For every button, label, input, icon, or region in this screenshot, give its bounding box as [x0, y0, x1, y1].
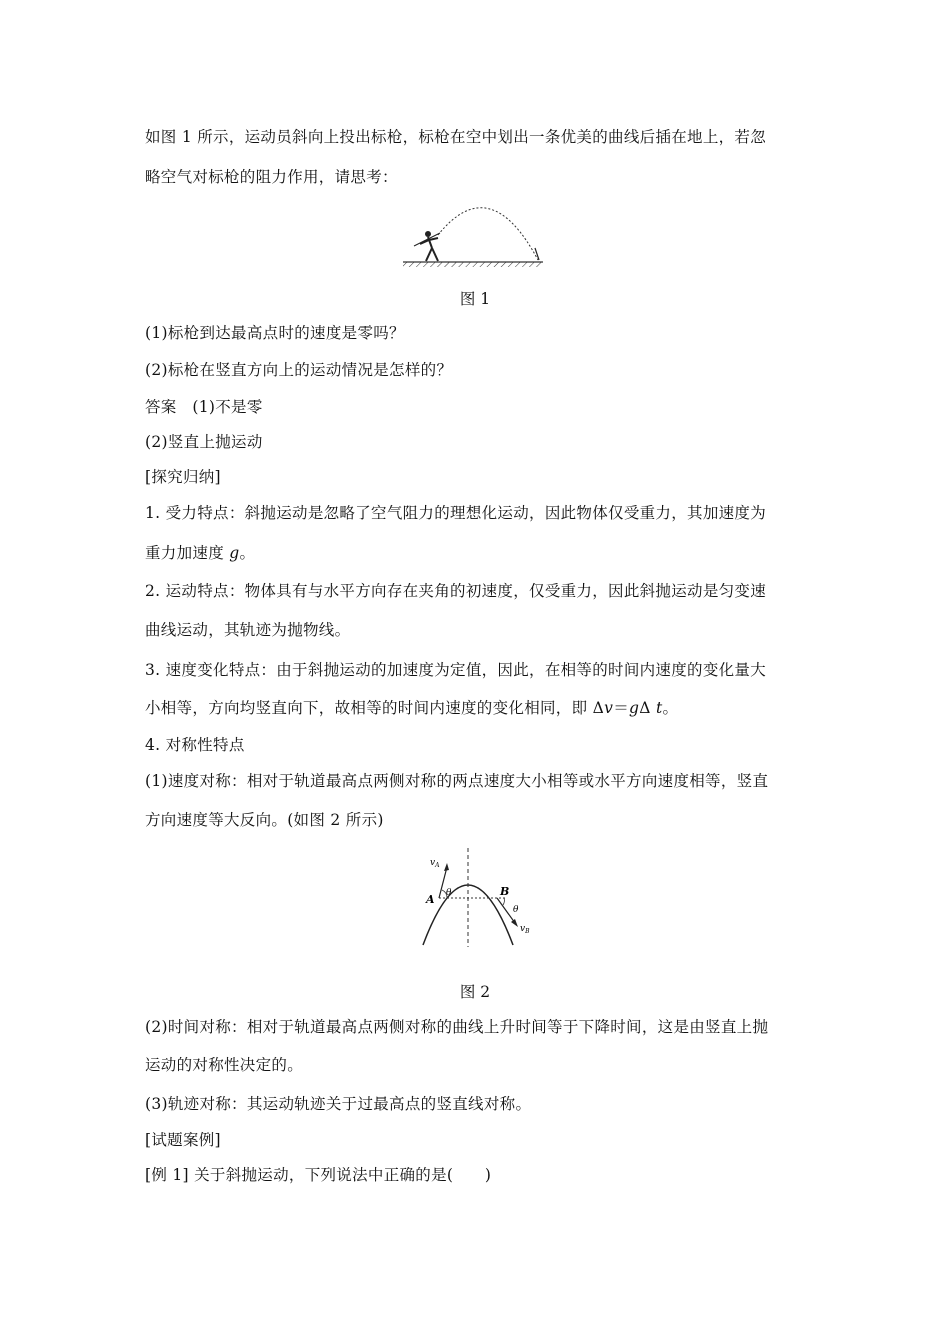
label-theta-right: θ	[513, 905, 519, 915]
label-B: B	[500, 885, 510, 898]
trajectory-curve	[438, 208, 538, 260]
answer-1: 答案 (1)不是零	[145, 398, 263, 416]
point-1-line-2: 重力加速度 g。	[145, 544, 256, 562]
point-4-2-line-2: 运动的对称性决定的。	[145, 1056, 304, 1074]
point-4-1-line-2: 方向速度等大反向。(如图 2 所示)	[145, 811, 384, 829]
point-2-line-2: 曲线运动，其轨迹为抛物线。	[145, 621, 351, 639]
arrowhead-A	[444, 863, 449, 871]
label-A: A	[426, 893, 435, 906]
section-heading-explore: [探究归纳]	[145, 468, 221, 486]
point-3-line-1: 3. 速度变化特点：由于斜抛运动的加速度为定值，因此，在相等的时间内速度的变化量大	[145, 661, 767, 679]
example-1-question: [例 1] 关于斜抛运动，下列说法中正确的是( )	[145, 1166, 492, 1184]
point-4-1-line-1: (1)速度对称：相对于轨道最高点两侧对称的两点速度大小相等或水平方向速度相等，竖直	[145, 772, 769, 790]
point-4-heading: 4. 对称性特点	[145, 736, 245, 754]
answer-2: (2)竖直上抛运动	[145, 433, 263, 451]
label-theta-left: θ	[446, 888, 452, 898]
point-1-line-1: 1. 受力特点：斜抛运动是忽略了空气阻力的理想化运动，因此物体仅受重力，其加速度为	[145, 504, 767, 522]
point-3-line-2: 小相等，方向均竖直向下，故相等的时间内速度的变化相同，即 Δv＝gΔ t。	[145, 699, 679, 717]
ground-hatch	[403, 262, 543, 267]
label-vA: $v_A$	[430, 858, 440, 869]
point-4-3: (3)轨迹对称：其运动轨迹关于过最高点的竖直线对称。	[145, 1095, 532, 1113]
section-heading-cases: [试题案例]	[145, 1131, 221, 1149]
question-1: (1)标枪到达最高点时的速度是零吗？	[145, 324, 405, 342]
figure-1-caption: 图 1	[459, 290, 491, 308]
figure-2-parabola-velocities	[418, 845, 548, 950]
point-4-2-line-1: (2)时间对称：相对于轨道最高点两侧对称的曲线上升时间等于下降时间，这是由竖直上抛	[145, 1018, 769, 1036]
point-2-line-1: 2. 运动特点：物体具有与水平方向存在夹角的初速度，仅受重力，因此斜抛运动是匀变速	[145, 582, 767, 600]
landed-javelin	[535, 248, 539, 260]
intro-line-2: 略空气对标枪的阻力作用，请思考：	[145, 168, 398, 186]
figure-1-javelin-trajectory	[398, 200, 548, 270]
intro-line-1: 如图 1 所示，运动员斜向上投出标枪，标枪在空中划出一条优美的曲线后插在地上，若忽	[145, 128, 767, 146]
arrowhead-B	[511, 919, 518, 927]
figure-2-caption: 图 2	[459, 983, 491, 1001]
question-2: (2)标枪在竖直方向上的运动情况是怎样的？	[145, 361, 453, 379]
label-vB: $v_B$	[520, 924, 530, 935]
thrower-icon	[414, 231, 440, 261]
